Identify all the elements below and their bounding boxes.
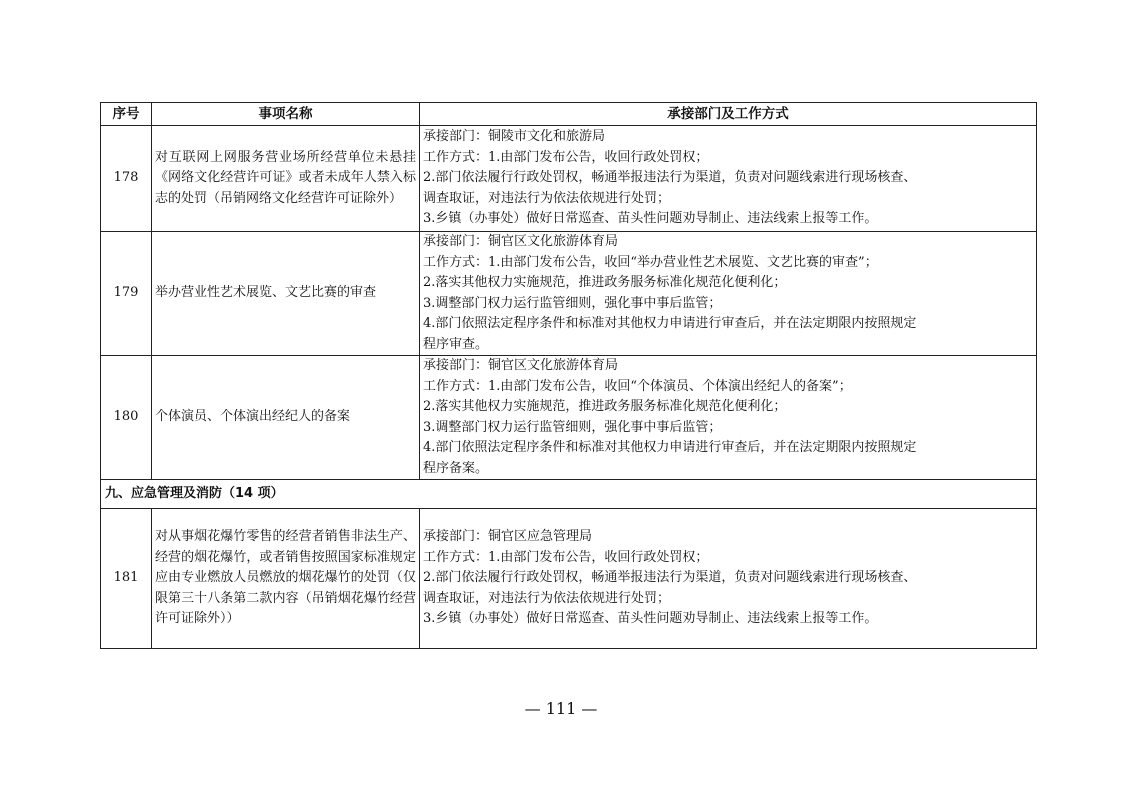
- row-number: 178: [101, 126, 152, 232]
- department-method: [420, 356, 1037, 480]
- method-line: 2.部门依法履行行政处罚权，畅通举报违法行为渠道，负责对问题线索进行现场核查、: [423, 570, 917, 586]
- method-line: 承接部门：铜陵市文化和旅游局: [423, 129, 606, 145]
- header-name: 事项名称: [152, 103, 420, 126]
- matters-table: [100, 102, 1037, 649]
- matter-name: 对从事烟花爆竹零售的经营者销售非法生产、经营的烟花爆竹，或者销售按照国家标准规定应由专业燃放人员燃放的烟花爆竹的处罚（仅限第三十八条第二款内容（吊销烟花爆竹经营许可证除外））: [152, 509, 420, 649]
- section-title: 九、应急管理及消防（14 项）: [101, 480, 1037, 509]
- matter-name: 对互联网上网服务营业场所经营单位未悬挂《网络文化经营许可证》或者未成年人禁入标志的处罚（吊销网络文化经营许可证除外）: [152, 126, 420, 232]
- method-line: 3.乡镇（办事处）做好日常巡查、苗头性问题劝导制止、违法线索上报等工作。: [423, 211, 878, 227]
- method-line: 3.调整部门权力运行监管细则，强化事中事后监管；: [423, 419, 722, 435]
- page-number: — 111 —: [524, 699, 598, 718]
- method-line: 4.部门依照法定程序条件和标准对其他权力申请进行审查后，并在法定期限内按照规定: [423, 440, 917, 455]
- row-number: 181: [101, 509, 152, 649]
- method-line: 承接部门：铜官区应急管理局: [423, 529, 593, 545]
- method-line: 调查取证，对违法行为依法依规进行处罚；: [423, 190, 671, 206]
- method-line: 3.调整部门权力运行监管细则，强化事中事后监管；: [423, 295, 722, 311]
- table-row: [101, 509, 1037, 649]
- method-line: 4.部门依照法定程序条件和标准对其他权力申请进行审查后，并在法定期限内按照规定: [423, 316, 917, 331]
- table-header-row: [101, 103, 1037, 126]
- header-no: 序号: [101, 103, 152, 126]
- table-row: [101, 232, 1037, 356]
- method-line: 2.落实其他权力实施规范，推进政务服务标准化规范化便利化；: [423, 399, 787, 414]
- method-line: 工作方式：1.由部门发布公告，收回行政处罚权；: [423, 149, 709, 165]
- method-line: 程序备案。: [423, 460, 489, 476]
- row-number: 179: [101, 232, 152, 356]
- method-line: 2.部门依法履行行政处罚权，畅通举报违法行为渠道，负责对问题线索进行现场核查、: [423, 170, 917, 186]
- table-row: [101, 126, 1037, 232]
- method-line: 程序审查。: [423, 336, 489, 352]
- section-row: [101, 480, 1037, 509]
- method-line: 承接部门：铜官区文化旅游体育局: [423, 234, 619, 249]
- matter-name: 个体演员、个体演出经纪人的备案: [152, 356, 420, 480]
- department-method: [420, 232, 1037, 356]
- method-line: 2.落实其他权力实施规范，推进政务服务标准化规范化便利化；: [423, 275, 787, 290]
- method-line: 承接部门：铜官区文化旅游体育局: [423, 358, 619, 373]
- row-number: 180: [101, 356, 152, 480]
- matter-name: 举办营业性艺术展览、文艺比赛的审查: [152, 232, 420, 356]
- method-line: 调查取证，对违法行为依法依规进行处罚；: [423, 590, 671, 606]
- method-line: 工作方式：1.由部门发布公告，收回“个体演员、个体演出经纪人的备案”；: [423, 378, 852, 394]
- header-method: 承接部门及工作方式: [420, 103, 1037, 126]
- department-method: [420, 126, 1037, 232]
- table-row: [101, 356, 1037, 480]
- method-line: 工作方式：1.由部门发布公告，收回行政处罚权；: [423, 549, 709, 565]
- method-line: 工作方式：1.由部门发布公告，收回“举办营业性艺术展览、文艺比赛的审查”；: [423, 254, 878, 270]
- method-line: 3.乡镇（办事处）做好日常巡查、苗头性问题劝导制止、违法线索上报等工作。: [423, 611, 878, 627]
- department-method: [420, 509, 1037, 649]
